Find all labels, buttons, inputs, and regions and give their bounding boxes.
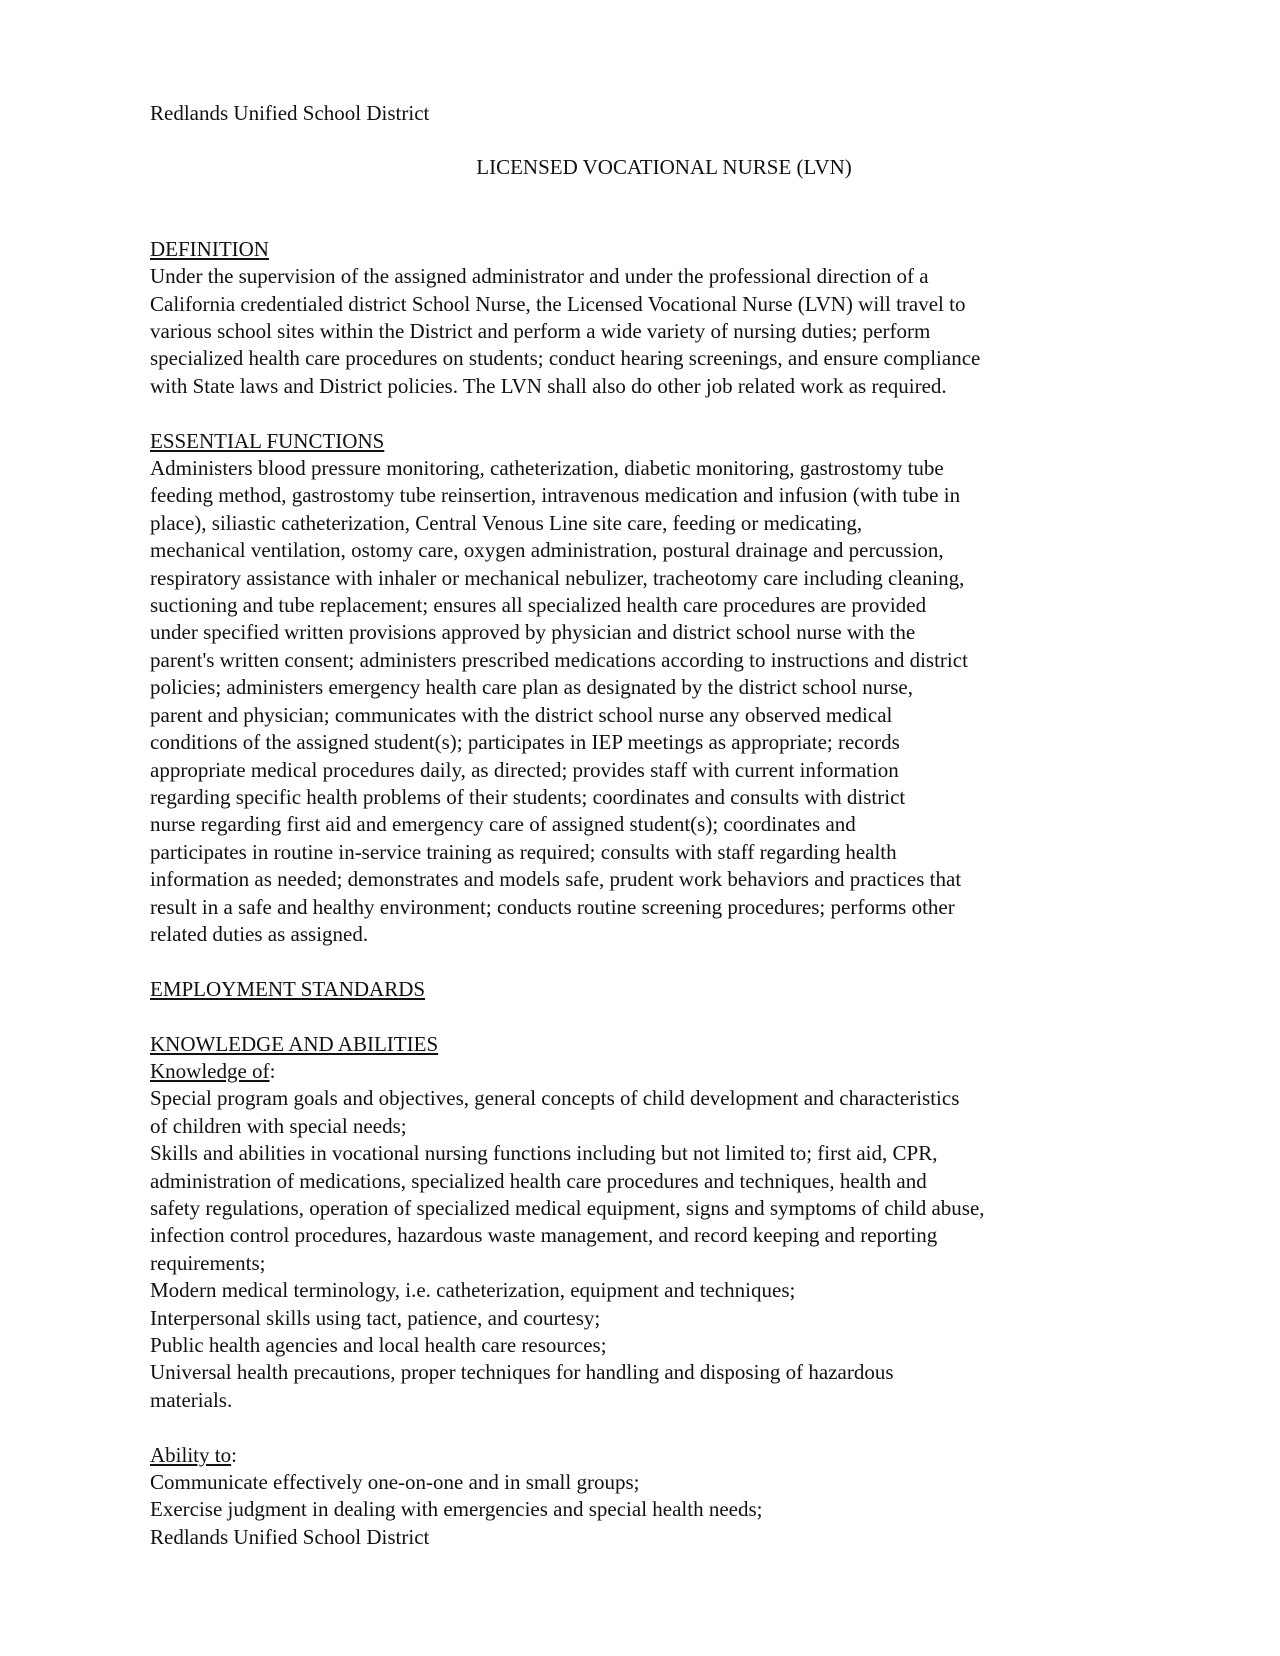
definition-line: Under the supervision of the assigned administrator and under the professional direction of a (150, 264, 929, 289)
knowledge-line: Modern medical terminology, i.e. catheterization, equipment and techniques; (150, 1278, 796, 1303)
district-footer: Redlands Unified School District (150, 1524, 430, 1549)
ability-list (150, 1469, 1130, 1524)
knowledge-line: Public health agencies and local health care resources; (150, 1333, 607, 1358)
essential-functions-line: information as needed; demonstrates and models safe, prudent work behaviors and practices that (150, 867, 962, 892)
essential-functions-line: under specified written provisions approved by physician and district school nurse with the (150, 620, 916, 645)
ability-line: Exercise judgment in dealing with emergencies and special health needs; (150, 1497, 763, 1522)
essential-functions-line: related duties as assigned. (150, 921, 369, 946)
definition-line: California credentialed district School Nurse, the Licensed Vocational Nurse (LVN) will travel to (150, 291, 966, 316)
knowledge-label: Knowledge of (150, 1058, 270, 1083)
ability-label: Ability to (150, 1442, 232, 1467)
knowledge-line: Special program goals and objectives, general concepts of child development and characteristics (150, 1086, 960, 1111)
essential-functions-line: suctioning and tube replacement; ensures all specialized health care procedures are provided (150, 593, 927, 618)
document-title: LICENSED VOCATIONAL NURSE (LVN) (476, 155, 852, 180)
essential-functions-line: mechanical ventilation, ostomy care, oxygen administration, postural drainage and percussion, (150, 538, 944, 563)
essential-functions-line: feeding method, gastrostomy tube reinsertion, intravenous medication and infusion (with tube in (150, 483, 961, 508)
document-page (150, 100, 1130, 1551)
essential-functions-line: parent and physician; communicates with the district school nurse any observed medical (150, 702, 893, 727)
essential-functions-line: regarding specific health problems of their students; coordinates and consults with district (150, 784, 906, 809)
knowledge-line: materials. (150, 1387, 233, 1412)
definition-line: specialized health care procedures on students; conduct hearing screenings, and ensure compliance (150, 346, 981, 371)
essential-functions-line: policies; administers emergency health care plan as designated by the district school nurse, (150, 675, 913, 700)
knowledge-line: of children with special needs; (150, 1113, 407, 1138)
knowledge-line: requirements; (150, 1250, 266, 1275)
knowledge-line: administration of medications, specialized health care procedures and techniques, health and (150, 1168, 927, 1193)
knowledge-line: Interpersonal skills using tact, patience, and courtesy; (150, 1305, 601, 1330)
ability-subheading (150, 1442, 1130, 1469)
knowledge-line: Skills and abilities in vocational nursing functions including but not limited to; first aid, CPR, (150, 1141, 938, 1166)
essential-functions-line: Administers blood pressure monitoring, catheterization, diabetic monitoring, gastrostomy tube (150, 456, 944, 481)
essential-functions-line: respiratory assistance with inhaler or mechanical nebulizer, tracheotomy care including cleaning, (150, 565, 965, 590)
essential-functions-line: appropriate medical procedures daily, as directed; provides staff with current information (150, 757, 899, 782)
spacer (150, 127, 1130, 154)
essential-functions-line: nurse regarding first aid and emergency care of assigned student(s); coordinates and (150, 812, 856, 837)
definition-body (150, 263, 1130, 400)
essential-functions-line: conditions of the assigned student(s); participates in IEP meetings as appropriate; records (150, 730, 900, 755)
definition-heading: DEFINITION (150, 236, 269, 261)
spacer (150, 948, 1130, 975)
employment-standards-heading: EMPLOYMENT STANDARDS (150, 976, 426, 1001)
knowledge-abilities-heading: KNOWLEDGE AND ABILITIES (150, 1031, 439, 1056)
spacer (150, 1414, 1130, 1441)
ability-line: Communicate effectively one-on-one and in small groups; (150, 1470, 640, 1495)
essential-functions-line: place), siliastic catheterization, Central Venous Line site care, feeding or medicating, (150, 510, 863, 535)
definition-line: with State laws and District policies. The LVN shall also do other job related work as required. (150, 373, 947, 398)
essential-functions-body (150, 455, 1130, 948)
district-header: Redlands Unified School District (150, 101, 430, 125)
knowledge-line: safety regulations, operation of specialized medical equipment, signs and symptoms of child abuse, (150, 1195, 985, 1220)
knowledge-line: infection control procedures, hazardous waste management, and record keeping and reporting (150, 1223, 938, 1248)
spacer (150, 400, 1130, 427)
essential-functions-line: parent's written consent; administers prescribed medications according to instructions and district (150, 647, 968, 672)
essential-functions-line: result in a safe and healthy environment; conducts routine screening procedures; performs other (150, 894, 955, 919)
essential-functions-line: participates in routine in-service training as required; consults with staff regarding health (150, 839, 897, 864)
knowledge-colon: : (269, 1058, 276, 1083)
essential-functions-heading: ESSENTIAL FUNCTIONS (150, 428, 385, 453)
knowledge-line: Universal health precautions, proper techniques for handling and disposing of hazardous (150, 1360, 894, 1385)
spacer (150, 1003, 1130, 1030)
definition-line: various school sites within the District and perform a wide variety of nursing duties; perform (150, 319, 931, 344)
knowledge-subheading (150, 1058, 1130, 1085)
knowledge-list (150, 1085, 1130, 1414)
ability-colon: : (231, 1442, 237, 1467)
spacer (150, 182, 1130, 236)
